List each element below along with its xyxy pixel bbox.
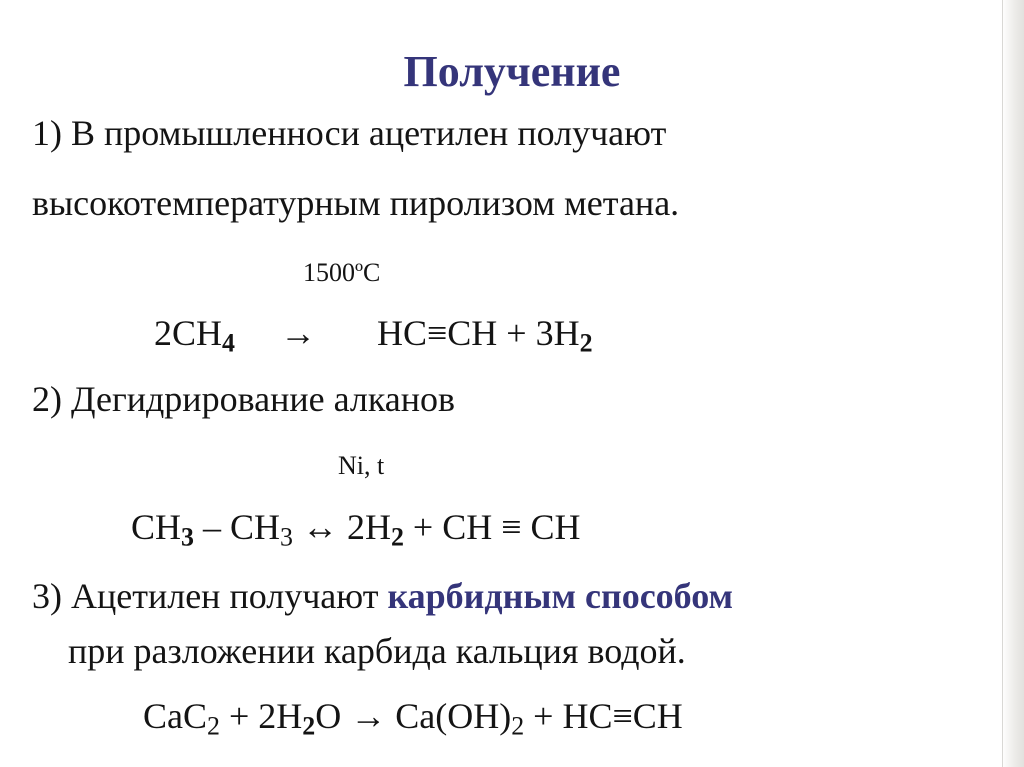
- reaction2-sub-b: 3: [279, 522, 293, 552]
- reaction2-part-b: – CH: [193, 507, 280, 547]
- item3-line2: при разложении карбида кальция водой.: [68, 631, 686, 671]
- reaction3-part-a: CaC: [143, 696, 208, 736]
- reaction1-products: HC≡CH + 3H: [376, 313, 580, 353]
- reaction2-part-c: ↔ 2H: [292, 507, 391, 547]
- reaction2-part-a: CH: [131, 507, 182, 547]
- reaction1-products-sub: 2: [579, 328, 593, 358]
- reaction2-condition: Ni, t: [338, 451, 385, 480]
- reaction2-equation: [131, 506, 581, 552]
- reaction2-sub-a: 3: [181, 522, 194, 552]
- reaction3-part-d: + HC≡CH: [524, 696, 683, 736]
- reaction1-condition: 1500ºC: [303, 258, 381, 287]
- item1-line2: высокотемпературным пиролизом метана.: [32, 183, 680, 223]
- reaction1-arrow: →: [279, 313, 316, 353]
- reaction3-sub-b: 2: [302, 711, 316, 741]
- item3-highlight: карбидным способом: [387, 576, 734, 616]
- reaction3-part-b: + 2H: [219, 696, 303, 736]
- reaction3-sub-a: 2: [207, 711, 220, 741]
- item1-line1: 1) В промышленноси ацетилен получают: [32, 113, 667, 153]
- reaction1-lhs-sub: 4: [222, 328, 235, 358]
- reaction2-sub-c: 2: [390, 522, 404, 552]
- reaction3-sub-c: 2: [511, 711, 525, 741]
- reaction2-part-d: + CH ≡ CH: [403, 507, 581, 547]
- item2-line1: 2) Дегидрирование алканов: [32, 379, 456, 419]
- reaction1-lhs: 2CH: [154, 313, 223, 353]
- reaction3-equation: [143, 695, 683, 741]
- slide-frame-edge: [1002, 0, 1024, 767]
- page-title: Получение: [403, 47, 621, 96]
- item3-lead: 3) Ацетилен получают: [32, 576, 388, 616]
- reaction3-part-c: O → Ca(OH): [315, 696, 512, 736]
- slide-frame-line: [1002, 0, 1003, 767]
- reaction1-equation: [154, 312, 593, 358]
- item3-line1: [32, 575, 733, 617]
